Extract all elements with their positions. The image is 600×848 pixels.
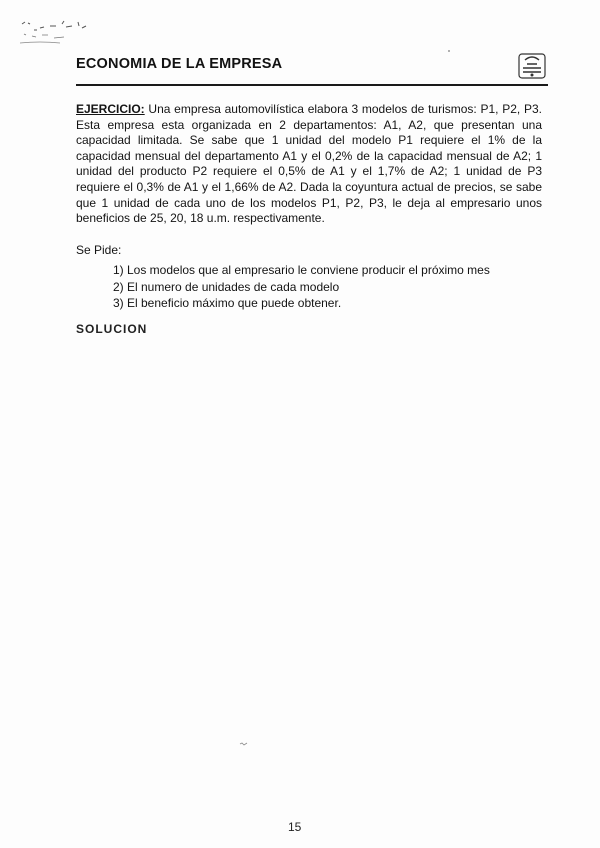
scan-speck <box>240 742 248 746</box>
list-item: 2) El numero de unidades de cada modelo <box>113 279 340 294</box>
cutoff-heading <box>76 322 148 336</box>
exercise-label: EJERCICIO: <box>76 102 145 116</box>
list-item: 3) El beneficio máximo que puede obtener. <box>113 296 342 310</box>
exercise-statement <box>76 102 542 227</box>
header-divider <box>76 84 548 86</box>
task-list <box>113 262 490 312</box>
scan-smudge <box>20 18 100 48</box>
header-title: ECONOMIA DE LA EMPRESA <box>76 56 283 72</box>
page-header <box>76 52 546 82</box>
exercise-text: Una empresa automovilística elabora 3 modelos de turismos: P1, P2, P3. Esta empresa esta organizada en 2 departamentos: A1, A2, que presentan una capacidad limitada. Se sabe que 1 unidad del modelo P1 requiere el 1% de la capacidad mensual del departamento A1 y el 0,2% de la capacidad mensual de A2; 1 unidad del producto P2 requiere el 0,5% de A1 y el 1,7% de A2; 1 unidad de P3 requiere el 0,3% de A1 y el 1,66% de A2. Dada la coyuntura actual de precios, se sabe que 1 unidad de cada uno de los modelos P1, P2, P3, le deja al empresario unos beneficios de 25, 20, 18 u.m. respectivamente. <box>76 102 542 226</box>
scan-dot <box>448 50 450 52</box>
se-pide-label: Se Pide: <box>76 243 122 257</box>
list-item: 1) Los modelos que al empresario le conviene producir el próximo mes <box>113 263 490 277</box>
cutoff-heading-text: SOLUCION <box>76 322 148 336</box>
page-number: 15 <box>288 820 302 834</box>
institution-logo <box>518 52 546 80</box>
